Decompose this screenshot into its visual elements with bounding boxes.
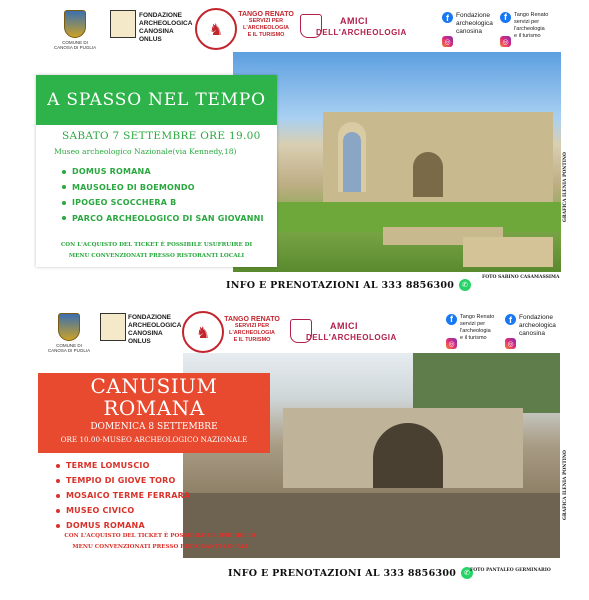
- whatsapp-icon[interactable]: ✆: [459, 279, 471, 291]
- comune-crest-icon: [58, 313, 80, 341]
- instagram-icon[interactable]: ◎: [505, 338, 516, 349]
- fondazione-name: FONDAZIONE ARCHEOLOGICA CANOSINA ONLUS: [139, 12, 193, 43]
- list-item: DOMUS ROMANA: [56, 518, 190, 533]
- amici-label: AMICI: [340, 16, 368, 26]
- facebook-fondazione[interactable]: f Fondazione archeologica canosina: [505, 314, 556, 338]
- graphic-credit: GRAFICA ILENIA PONTINO: [563, 152, 568, 222]
- fondazione-logo-icon: [100, 313, 126, 341]
- list-item: TEMPIO DI GIOVE TORO: [56, 473, 190, 488]
- fondazione-logo-icon: [110, 10, 136, 38]
- tango-renato-logo-icon: ♞: [182, 311, 224, 353]
- logo-row-bottom: [0, 309, 589, 357]
- list-item: MAUSOLEO DI BOEMONDO: [62, 180, 264, 196]
- comune-crest-icon: [64, 10, 86, 38]
- graphic-credit: GRAFICA ILENIA PONTINO: [563, 450, 568, 520]
- comune-caption: COMUNE DI CANOSA DI PUGLIA: [53, 40, 97, 50]
- info-line: INFO E PRENOTAZIONI AL 333 8856300 ✆: [228, 567, 473, 579]
- facebook-icon: f: [500, 12, 511, 23]
- tango-renato-text: TANGO RENATO SERVIZI PER L'ARCHEOLOGIA E IL TURISMO: [238, 11, 294, 38]
- facebook-icon: f: [505, 314, 516, 325]
- list-item: MUSEO CIVICO: [56, 503, 190, 518]
- comune-caption: COMUNE DI CANOSA DI PUGLIA: [47, 343, 91, 353]
- facebook-fondazione[interactable]: f Fondazione archeologica canosina: [442, 12, 493, 36]
- tango-renato-text: TANGO RENATO SERVIZI PER L'ARCHEOLOGIA E IL TURISMO: [224, 316, 280, 343]
- instagram-icon[interactable]: ◎: [500, 36, 511, 47]
- event-date: SABATO 7 SETTEMBRE ORE 19.00: [62, 130, 261, 142]
- list-item: IPOGEO SCOCCHERA B: [62, 195, 264, 211]
- sites-list: [62, 164, 264, 226]
- photo-credit: FOTO SABINO CASAMASSIMA: [482, 275, 560, 280]
- amici-sub-label: DELL'ARCHEOLOGIA: [306, 333, 397, 342]
- amici-sub-label: DELL'ARCHEOLOGIA: [316, 28, 407, 37]
- instagram-icon[interactable]: ◎: [442, 36, 453, 47]
- ticket-note: CON L'ACQUISTO DEL TICKET È POSSIBILE USUFRUIRE DI MENU CONVENZIONATI PRESSO RISTORANTI LOCALI: [64, 533, 256, 550]
- facebook-tango[interactable]: f Tango Renato servizi per l'archeologia e il turismo: [500, 12, 548, 40]
- photo-credit: FOTO PANTALEO GERMINARIO: [470, 568, 551, 573]
- event-title: A SPASSO NEL TEMPO: [36, 75, 277, 125]
- sites-list: [56, 458, 190, 533]
- info-line: INFO E PRENOTAZIONI AL 333 8856300 ✆: [226, 279, 471, 291]
- list-item: MOSAICO TERME FERRARA: [56, 488, 190, 503]
- roman-ruins-photo: [233, 52, 561, 272]
- event-place: Museo archeologico Nazionale(via Kennedy,18): [54, 147, 237, 156]
- event-date: DOMENICA 8 SETTEMBRE: [90, 422, 218, 432]
- instagram-icon[interactable]: ◎: [446, 338, 457, 349]
- facebook-icon: f: [442, 12, 453, 23]
- whatsapp-icon[interactable]: ✆: [461, 567, 473, 579]
- logo-row-top: [0, 6, 589, 54]
- event-panel-bottom: [38, 373, 270, 453]
- amici-label: AMICI: [330, 321, 358, 331]
- ticket-note: CON L'ACQUISTO DEL TICKET È POSSIBILE USUFRUIRE DI MENU CONVENZIONATI PRESSO RISTORANTI LOCALI: [60, 242, 253, 259]
- event-place: ORE 10.00-MUSEO ARCHEOLOGICO NAZIONALE: [60, 435, 248, 444]
- list-item: TERME LOMUSCIO: [56, 458, 190, 473]
- event-title: CANUSIUM ROMANA: [90, 374, 218, 420]
- fondazione-name: FONDAZIONE ARCHEOLOGICA CANOSINA ONLUS: [128, 314, 182, 345]
- list-item: PARCO ARCHEOLOGICO DI SAN GIOVANNI: [62, 211, 264, 227]
- facebook-icon: f: [446, 314, 457, 325]
- facebook-tango[interactable]: f Tango Renato servizi per l'archeologia e il turismo: [446, 314, 494, 342]
- tango-renato-logo-icon: ♞: [195, 8, 237, 50]
- list-item: DOMUS ROMANA: [62, 164, 264, 180]
